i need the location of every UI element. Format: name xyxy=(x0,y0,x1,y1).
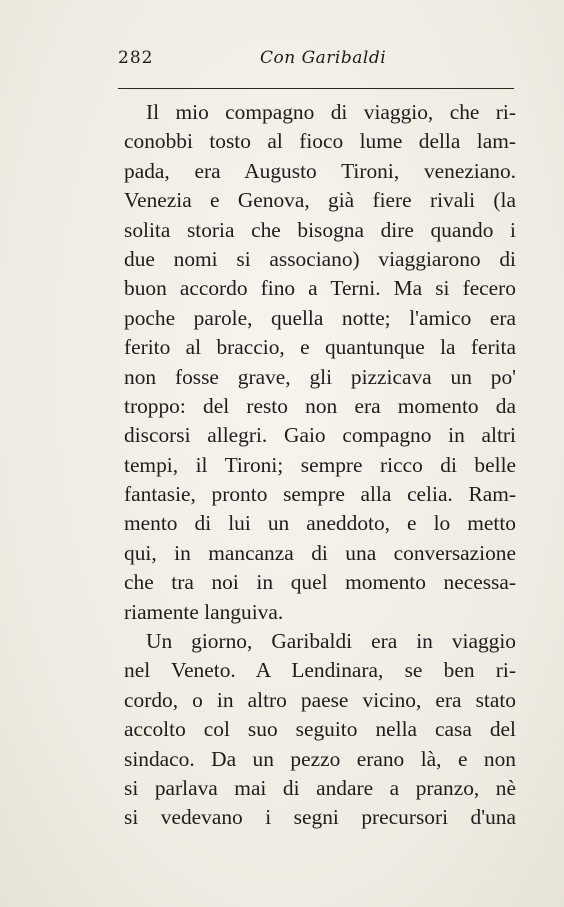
text-line: cordo, o in altro paese vicino, era stato xyxy=(124,687,516,712)
running-title: Con Garibaldi xyxy=(260,48,387,68)
text-line: tempi, il Tironi; sempre ricco di belle xyxy=(124,452,516,477)
text-line: riamente languiva. xyxy=(124,599,284,624)
text-line: fantasie, pronto sempre alla celia. Ram- xyxy=(124,482,516,507)
text-line: troppo: del resto non era momento da xyxy=(124,393,516,418)
text-line: pada, era Augusto Tironi, veneziano. xyxy=(124,158,516,183)
text-line: che tra noi in quel momento necessa- xyxy=(124,570,516,595)
text-line: due nomi si associano) viaggiarono di xyxy=(124,246,516,271)
text-line: accolto col suo seguito nella casa del xyxy=(124,717,516,742)
header-rule xyxy=(118,88,514,89)
text-line: ferito al braccio, e quantunque la ferita xyxy=(124,335,516,360)
text-line: Il mio compagno di viaggio, che ri- xyxy=(146,100,516,124)
body-text xyxy=(124,98,516,833)
page-header xyxy=(118,48,514,72)
text-line: solita storia che bisogna dire quando i xyxy=(124,217,516,242)
text-line: si parlava mai di andare a pranzo, nè xyxy=(124,775,516,800)
text-line: discorsi allegri. Gaio compagno in altri xyxy=(124,423,516,448)
text-line: Un giorno, Garibaldi era in viaggio xyxy=(146,629,516,654)
text-line: nel Veneto. A Lendinara, se ben ri- xyxy=(124,658,516,683)
text-line: non fosse grave, gli pizzicava un po' xyxy=(124,364,516,389)
text-line: qui, in mancanza di una conversazione xyxy=(124,540,516,565)
text-line: mento di lui un aneddoto, e lo metto xyxy=(124,511,516,536)
text-line: conobbi tosto al fioco lume della lam- xyxy=(124,129,516,154)
text-line: poche parole, quella notte; l'amico era xyxy=(124,305,516,330)
text-line: Venezia e Genova, già fiere rivali (la xyxy=(124,188,516,213)
text-line: buon accordo fino a Terni. Ma si fecero xyxy=(124,276,516,301)
text-line: sindaco. Da un pezzo erano là, e non xyxy=(124,746,516,771)
page-number: 282 xyxy=(118,48,154,68)
text-line: si vedevano i segni precursori d'una xyxy=(124,805,516,830)
